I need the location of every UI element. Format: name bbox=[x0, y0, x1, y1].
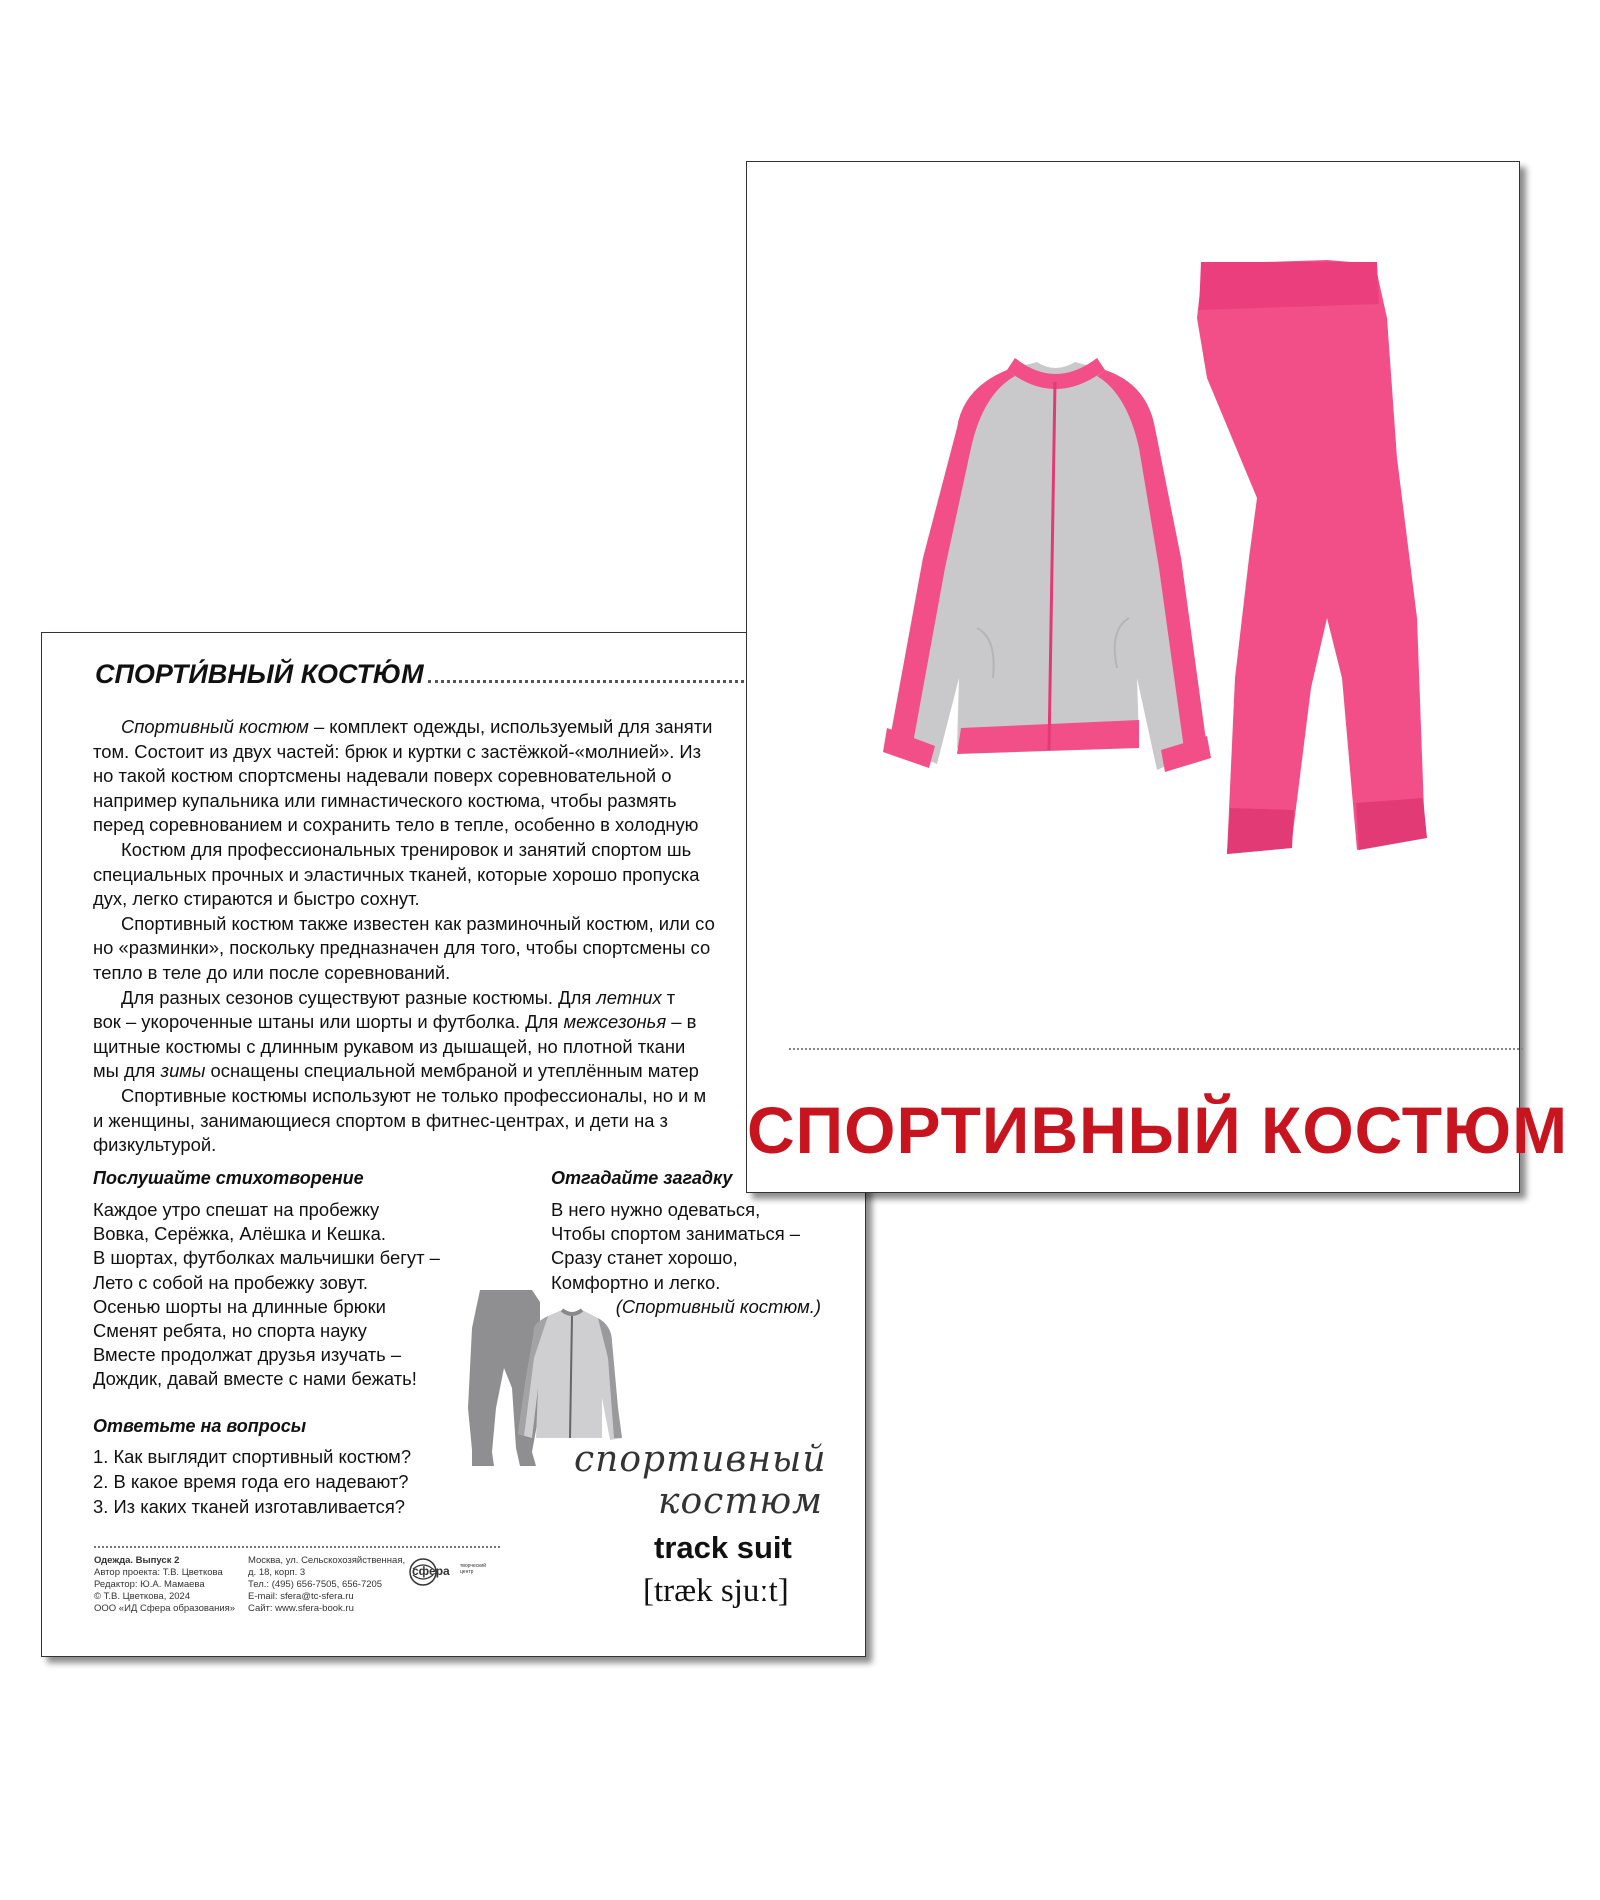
imprint-line: Тел.: (495) 656-7505, 656-7205 bbox=[248, 1579, 383, 1590]
description-text-run: Костюм для профессиональных тренировок и занятий спортом шь bbox=[121, 838, 692, 860]
poem-line: Лето с собой на пробежку зовут. bbox=[93, 1271, 368, 1293]
poem-line: Дождик, давай вместе с нами бежать! bbox=[93, 1368, 417, 1390]
riddle-answer: (Спортивный костюм.) bbox=[615, 1295, 821, 1317]
poem-line: Вместе продолжат друзья изучать – bbox=[93, 1344, 402, 1366]
back-card bbox=[41, 632, 866, 1657]
description-line bbox=[93, 1035, 833, 1060]
question-item: 1. Как выглядит спортивный костюм? bbox=[93, 1446, 412, 1467]
description-line bbox=[93, 887, 833, 912]
description-text-run: Спортивные костюмы используют не только профессионалы, но и м bbox=[121, 1084, 707, 1106]
imprint-line: © Т.В. Цветкова, 2024 bbox=[94, 1591, 191, 1602]
description-text-run: дух, легко стираются и быстро сохнут. bbox=[93, 888, 420, 910]
questions-list bbox=[93, 1444, 411, 1519]
description-line bbox=[93, 1010, 833, 1035]
description-text-run: но такой костюм спортсмены надевали поверх соревновательной о bbox=[93, 765, 672, 787]
logo-text: сфера bbox=[412, 1564, 450, 1578]
description-text-run: специальных прочных и эластичных тканей, которые хорошо пропуска bbox=[93, 863, 700, 885]
poem-line: Вовка, Серёжка, Алёшка и Кешка. bbox=[93, 1223, 386, 1245]
imprint-line: Одежда. Выпуск 2 bbox=[94, 1555, 180, 1566]
riddle-line: Сразу станет хорошо, bbox=[551, 1247, 738, 1269]
riddle-line: Комфортно и легко. bbox=[551, 1271, 721, 1293]
imprint-left bbox=[94, 1555, 235, 1615]
description-text-run: том. Состоит из двух частей: брюк и куртки с застёжкой-«молнией». Из bbox=[93, 740, 702, 762]
description-line bbox=[93, 813, 833, 838]
description-text-run: например купальника или гимнастического костюма, чтобы размять bbox=[93, 789, 677, 811]
imprint-line: ООО «ИД Сфера образования» bbox=[94, 1603, 236, 1614]
imprint-line: Сайт: www.sfera-book.ru bbox=[248, 1603, 354, 1614]
script-word-line1: спортивный bbox=[574, 1439, 827, 1480]
description-line bbox=[93, 740, 833, 765]
description-line bbox=[93, 1133, 833, 1158]
imprint-divider bbox=[94, 1546, 500, 1548]
description-text-run: щитные костюмы с длинным рукавом из дышащей, но плотной ткани bbox=[93, 1035, 686, 1057]
question-item: 2. В какое время года его надевают? bbox=[93, 1471, 409, 1492]
back-title: СПОРТИ́ВНЫЙ КОСТЮ́М bbox=[95, 659, 828, 690]
questions-heading: Ответьте на вопросы bbox=[93, 1416, 307, 1436]
description-text-run: зимы bbox=[160, 1060, 206, 1082]
grey-jacket bbox=[883, 358, 1211, 772]
front-card bbox=[746, 161, 1569, 1193]
description-text-run: – в bbox=[666, 1011, 697, 1033]
script-word-line2: костюм bbox=[658, 1481, 824, 1522]
english-word: track suit bbox=[654, 1530, 792, 1565]
imprint-line: Москва, ул. Сельскохозяйственная, bbox=[248, 1555, 406, 1566]
front-title: СПОРТИВНЫЙ КОСТЮМ bbox=[747, 1093, 1569, 1167]
riddle-line: Чтобы спортом заниматься – bbox=[551, 1223, 801, 1245]
transcription: [træk sjuːt] bbox=[643, 1573, 789, 1609]
pants-right-cuff bbox=[1356, 798, 1427, 850]
imprint-line: Редактор: Ю.А. Мамаева bbox=[94, 1579, 205, 1590]
front-dotted-divider bbox=[789, 1048, 1523, 1050]
description-text-run: мы для bbox=[93, 1060, 161, 1082]
description-text-run: вок – укороченные штаны или шорты и футболка. Для bbox=[93, 1011, 564, 1033]
poem-heading: Послушайте стихотворение bbox=[93, 1168, 364, 1188]
imprint-contacts bbox=[248, 1555, 405, 1615]
description-line bbox=[93, 1109, 833, 1134]
riddle-heading: Отгадайте загадку bbox=[551, 1168, 733, 1188]
description-line bbox=[93, 1059, 833, 1084]
imprint-line: д. 18, корп. 3 bbox=[248, 1567, 306, 1578]
description-line bbox=[93, 986, 833, 1011]
description-text-run: Спортивный костюм также известен как разминочный костюм, или со bbox=[121, 912, 715, 934]
description-line bbox=[93, 764, 833, 789]
tracksuit-photo bbox=[787, 258, 1487, 958]
pants-left-cuff bbox=[1227, 808, 1294, 854]
description-line bbox=[93, 715, 833, 740]
imprint-line: E-mail: sfera@tc-sfera.ru bbox=[248, 1591, 354, 1602]
description-text-run: т bbox=[661, 986, 676, 1008]
description-text-run: межсезонья bbox=[563, 1011, 667, 1033]
poem-line: В шортах, футболках мальчишки бегут – bbox=[93, 1247, 440, 1269]
description-line bbox=[93, 936, 833, 961]
description-text-run: тепло в теле до или после соревнований. bbox=[93, 961, 451, 983]
description-text bbox=[93, 715, 833, 1158]
description-text-run: оснащены специальной мембраной и утеплённым матер bbox=[205, 1060, 699, 1082]
description-text-run: – комплект одежды, используемый для заняти bbox=[308, 716, 713, 737]
pants-waistband bbox=[1199, 262, 1379, 310]
riddle-line: В него нужно одеваться, bbox=[551, 1199, 761, 1220]
description-line bbox=[93, 838, 833, 863]
poem-line: Сменят ребята, но спорта науку bbox=[93, 1320, 367, 1342]
description-line bbox=[93, 1084, 833, 1109]
description-line bbox=[93, 961, 833, 986]
imprint-line: Автор проекта: Т.В. Цветкова bbox=[94, 1567, 223, 1578]
description-text-run: Спортивный костюм bbox=[121, 716, 309, 737]
poem-line: Осенью шорты на длинные брюки bbox=[93, 1295, 386, 1317]
description-text-run: летних bbox=[596, 986, 662, 1008]
logo-subtext: творческий центр bbox=[460, 1563, 487, 1575]
description-text-run: но «разминки», поскольку предназначен для того, чтобы спортсмены со bbox=[93, 937, 711, 959]
description-line bbox=[93, 863, 833, 888]
description-text-run: Для разных сезонов существуют разные костюмы. Для bbox=[121, 986, 597, 1008]
description-line bbox=[93, 789, 833, 814]
poem bbox=[93, 1198, 440, 1392]
description-text-run: и женщины, занимающиеся спортом в фитнес-центрах, и дети на з bbox=[93, 1109, 668, 1131]
description-line bbox=[93, 912, 833, 937]
description-text-run: физкультурой. bbox=[93, 1134, 217, 1156]
question-item: 3. Из каких тканей изготавливается? bbox=[93, 1496, 406, 1517]
poem-line: Каждое утро спешат на пробежку bbox=[93, 1199, 380, 1220]
pink-pants bbox=[1197, 260, 1427, 854]
description-text-run: перед соревнованием и сохранить тело в тепле, особенно в холодную bbox=[93, 814, 699, 836]
